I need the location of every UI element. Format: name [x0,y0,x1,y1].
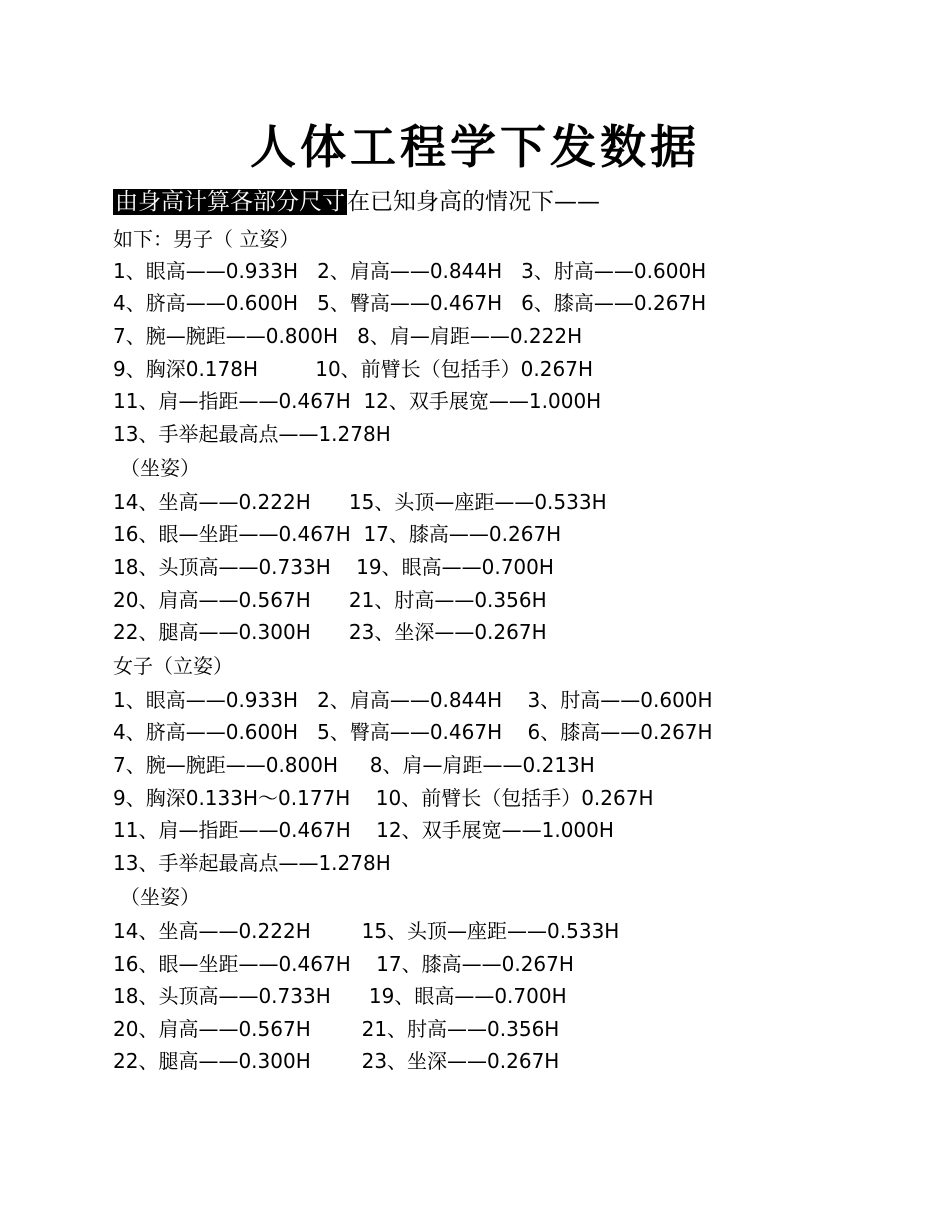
text-line: 18、头顶高——0.733H 19、眼高——0.700H [113,555,554,579]
text-line: 11、肩—指距——0.467H 12、双手展宽——1.000H [113,389,602,413]
text-line: 9、胸深0.178H 10、前臂长（包括手）0.267H [113,357,593,381]
section-heading-male-sitting: （坐姿） [120,456,200,480]
text-line: 1、眼高——0.933H 2、肩高——0.844H 3、肘高——0.600H [113,259,707,283]
text-line: 16、眼—坐距——0.467H 17、膝高——0.267H [113,522,562,546]
subtitle-rest: 在已知身高的情况下—— [347,189,600,215]
text-line: 16、眼—坐距——0.467H 17、膝高——0.267H [113,952,574,976]
section-heading-male-standing: 如下：男子（ 立姿） [113,227,300,251]
text-line: 7、腕—腕距——0.800H 8、肩—肩距——0.213H [113,753,595,777]
text-line: 22、腿高——0.300H 23、坐深——0.267H [113,1049,560,1073]
text-line: 1、眼高——0.933H 2、肩高——0.844H 3、肘高——0.600H [113,688,713,712]
text-line: 13、手举起最高点——1.278H [113,422,391,446]
text-line: 4、脐高——0.600H 5、臀高——0.467H 6、膝高——0.267H [113,291,707,315]
section-heading-female-sitting: （坐姿） [120,885,200,909]
text-line: 20、肩高——0.567H 21、肘高——0.356H [113,588,547,612]
text-line: 4、脐高——0.600H 5、臀高——0.467H 6、膝高——0.267H [113,720,713,744]
text-line: 14、坐高——0.222H 15、头顶—座距——0.533H [113,490,607,514]
text-line: 18、头顶高——0.733H 19、眼高——0.700H [113,984,567,1008]
text-line: 14、坐高——0.222H 15、头顶—座距——0.533H [113,919,620,943]
document-title: 人体工程学下发数据 [250,120,700,174]
text-line: 22、腿高——0.300H 23、坐深——0.267H [113,620,547,644]
subtitle-highlight: 由身高计算各部分尺寸 [115,189,345,215]
text-line: 7、腕—腕距——0.800H 8、肩—肩距——0.222H [113,324,583,348]
subtitle [113,186,600,218]
text-line: 11、肩—指距——0.467H 12、双手展宽——1.000H [113,818,614,842]
section-heading-female-standing: 女子（立姿） [113,654,233,678]
text-line: 9、胸深0.133H～0.177H 10、前臂长（包括手）0.267H [113,786,654,810]
text-line: 13、手举起最高点——1.278H [113,851,391,875]
text-line: 20、肩高——0.567H 21、肘高——0.356H [113,1017,560,1041]
